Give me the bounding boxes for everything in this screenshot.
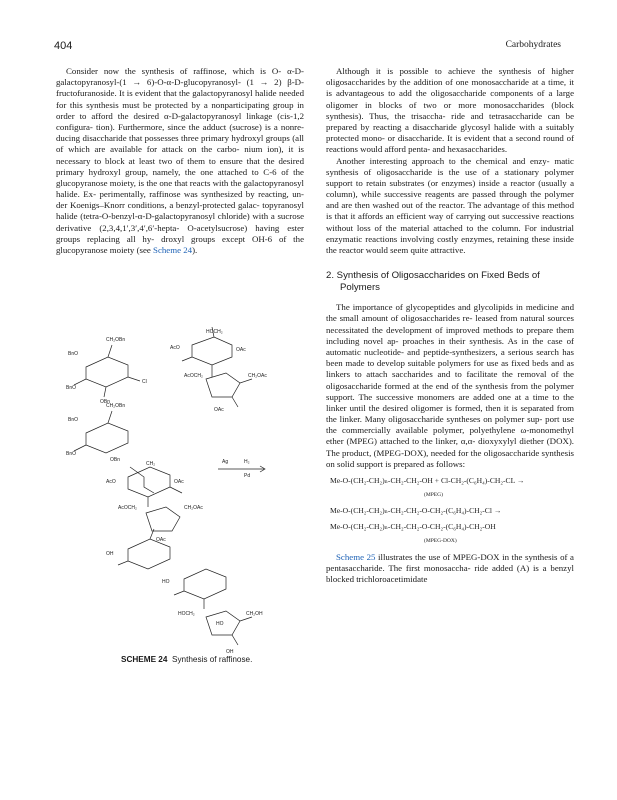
line-prefix: (see	[136, 245, 154, 255]
line: components of a large oligomer in blocks of two or more	[326, 88, 574, 110]
line: galactopyranosyl halide needed for this synthesis must be	[56, 88, 304, 110]
scheme-label: CH₂OAc	[184, 505, 203, 511]
equation-1: Me-O-(CH₂-CH₂)ₙ-CH₂-CH₂-OH + Cl-CH₂-(C₆H₄)-CH₂-CL →	[330, 476, 525, 485]
line: ω-monomethyl ether (MPEG) attached to the linker, α,α-	[326, 425, 574, 447]
scheme-label: BnO	[66, 385, 77, 391]
line: Another interesting approach to the chemical and enzy-	[336, 155, 550, 166]
scheme-label: BnO	[66, 451, 77, 457]
line: (1 → 2) β-D-fructofuranoside. It is evident that the	[56, 77, 304, 99]
scheme-label: HO	[216, 621, 224, 627]
right-paragraph-3	[326, 302, 574, 470]
scheme-label: HOCH₂	[178, 611, 195, 617]
caption-label: SCHEME 24	[121, 655, 168, 664]
equation-3-label: (MPEG-DOX)	[424, 538, 457, 544]
scheme-label: CH₂OBn	[106, 337, 126, 343]
scheme-label: CH₂OH	[246, 611, 263, 617]
scheme-label: OBn	[100, 399, 111, 405]
line: ride and tetrasaccharide can be prepared by reacting a	[326, 110, 574, 132]
line: reactor. The advantage of this method is that it affords an	[326, 200, 574, 222]
line: medicine and the small amount of oligosaccharides re-	[326, 302, 574, 324]
line: reactor (usually a column), while successive reagents are	[326, 177, 574, 200]
line: linker. Many oligosaccharide syntheses on polymer sup-	[339, 414, 543, 425]
equation-3: Me-O-(CH₂-CH₂)ₙ-CH₂-CH₂-O-CH₂-(C₆H₄)-CH₂-OH	[330, 522, 496, 531]
right-paragraph-1	[326, 66, 574, 156]
line: needed for the oligosaccharide synthesis on solid support	[326, 447, 574, 469]
scheme-label: Ag	[222, 459, 229, 465]
line: matic synthesis of oligosaccharide is the use of a stationary	[326, 155, 574, 177]
caption-text: Synthesis of raffinose.	[171, 655, 253, 664]
scheme-label: OH	[106, 551, 114, 557]
left-paragraph-1	[56, 66, 304, 256]
line: the synthesis from the polymer support. The successive	[326, 380, 575, 402]
line: of improved methods to prepare them including novel ap-	[326, 324, 574, 346]
scheme-label: AcOCH₂	[118, 505, 137, 511]
right-column	[326, 66, 574, 586]
line: dioxyxylyl diether (DOX). The product, (MPEG-DOX),	[326, 436, 574, 458]
line: the one that reacts with the galactopyranosyl halide. Ex-	[56, 177, 304, 200]
scheme-label: CH₂OAc	[248, 373, 267, 379]
line: polymer support to retain substrates (or enzymes) inside a	[326, 166, 574, 188]
line: disaccharide glycosyl halide with a suitably protected	[326, 121, 575, 144]
scheme-24-caption	[121, 655, 252, 664]
running-title: Carbohydrates	[505, 40, 561, 50]
line: droxyl groups except OH-6 of the glucopyranose moiety	[56, 233, 304, 255]
line: The importance of glycopeptides and glycolipids in	[336, 302, 523, 313]
scheme-label: CH₂OBn	[106, 403, 126, 409]
line: monomers are added one at a time to the linker until the	[326, 391, 574, 413]
line: protected by a nonparticipating group in order to afford the	[56, 99, 304, 121]
scheme-label: AcOCH₂	[184, 373, 203, 379]
line: passed through the polymer and are then washed out of the	[326, 189, 575, 211]
mpeg-dox-equations	[330, 476, 574, 546]
line: the removal of the oligosaccharide formed at the end of	[326, 369, 574, 391]
scheme-25-link[interactable]: Scheme 25	[336, 552, 376, 562]
scheme-text-labels	[66, 329, 267, 655]
line: illustrates the use of MPEG-DOX in the	[375, 552, 523, 562]
line: leased from natural sources necessitated the development	[326, 313, 574, 335]
line: desired oligomer is formed, then it is separated from the	[326, 402, 574, 425]
line: topyranosyl halide (tetra-O-benzyl-α-D-galactopyranosyl	[56, 200, 304, 222]
line: α-D-galactopyranosyl-(1 → 6)-O-α-D-glucopyranosyl-	[56, 66, 304, 88]
scheme-label: Pd	[244, 473, 251, 479]
equation-2: Me-O-(CH₂-CH₂)ₙ-CH₂-CH₂-O-CH₂-(C₆H₄)-CH₂-Cl →	[330, 506, 502, 515]
scheme-label: H₂	[244, 459, 250, 465]
raffinose-scheme-drawing	[66, 327, 314, 657]
scheme-label: OAc	[236, 347, 246, 353]
scheme-24-figure	[66, 327, 314, 657]
section-heading: 2. Synthesis of Oligosaccharides on Fixed Beds of Polymers	[326, 270, 540, 294]
scheme-label: CH₂	[146, 461, 156, 467]
line: been made to develop suitable polymers for use as fixed	[326, 358, 530, 369]
scheme-label: OAc	[174, 479, 184, 485]
line: beds and as linkers to attach saccharides and to facilitate	[326, 358, 574, 380]
line: enzymatic reactions involving costly enzymes, retaining	[326, 233, 529, 244]
line: perimentally, raffinose was synthesized by reacting, un-	[99, 189, 304, 200]
line: synthesis of a pentasaccharide. The first monosaccha-	[326, 552, 574, 574]
line: ensure that the desired primary hydroxyl group, namely,	[56, 155, 304, 177]
line-suffix: ).	[192, 245, 198, 255]
right-paragraph-2	[326, 156, 574, 257]
line: tion). Furthermore, since the adduct (sucrose) is a nonre-	[95, 121, 304, 132]
line: nium ion), it is necessary to block at least two of them to	[56, 144, 304, 166]
line: efficient way of carrying out successive reactions without	[326, 211, 574, 233]
scheme-label: BnO	[68, 417, 79, 423]
line: oligosaccharides by the addition of one monosaccharide	[326, 77, 529, 88]
line: chloride) with a sucrose derivative (2,3,4,1′,3′,4′,6′-hepta-	[56, 211, 304, 233]
line: O-acetylsucrose) having ester groups replacing all hy-	[56, 222, 304, 244]
scheme-label: HO	[162, 579, 170, 585]
scheme-label: OAc	[156, 537, 166, 543]
scheme-24-link[interactable]: Scheme 24	[153, 245, 193, 255]
scheme-label: OH	[226, 649, 234, 655]
line: at a time, it is advantageous to add the oligosaccharide	[326, 77, 574, 99]
scheme-label: OBn	[110, 457, 121, 463]
line: der Koenigs–Knorr conditions, a benzyl-protected galac-	[56, 200, 260, 211]
scheme-label: AcO	[170, 345, 180, 351]
scheme-label: BnO	[68, 351, 79, 357]
line: the one attached to C-6 of the glucopyranose moiety, is	[56, 166, 304, 188]
line: ride added (A) is a benzyl blocked trichloroacetimidate	[326, 563, 574, 585]
scheme-label: AcO	[106, 479, 116, 485]
scheme-label: OAc	[214, 407, 224, 413]
equation-1-label: (MPEG)	[424, 492, 443, 498]
right-paragraph-4	[326, 552, 574, 586]
line: desired α-D-galactopyranosyl linkage (cis-1,2 configura-	[56, 110, 304, 132]
line: loss of the material attached to the column. For industrial	[356, 222, 575, 233]
line: Although it is possible to achieve the synthesis of higher	[336, 66, 574, 76]
line: monosaccharides (block synthesis). Thus, the trisaccha-	[326, 99, 574, 121]
line: groups (all of which are available for attack on the carbo-	[56, 133, 304, 155]
line: Consider now the synthesis of raffinose, which is O-	[66, 66, 282, 76]
left-column	[56, 66, 304, 256]
line: these inside the reactor would seem quite attractive.	[326, 233, 574, 255]
page-number: 404	[54, 40, 73, 52]
line: is prepared as follows:	[385, 458, 466, 469]
scheme-label: HOCH₂	[206, 329, 223, 335]
line: ducing disaccharide that possesses three primary hydroxyl	[56, 133, 264, 144]
scheme-label: Cl	[142, 379, 147, 385]
line: nucleotide- and peptide-synthesizers, a serious search has	[364, 346, 574, 357]
page-header	[0, 40, 617, 54]
line: mono- or disaccharide. It is evident that a second round	[361, 133, 564, 144]
line: port use the commercially available polymer, polyethylene	[326, 414, 575, 436]
line: proaches in their synthesis. As in the case of automatic	[326, 335, 575, 357]
line: of reactions would afford penta- and hexasaccharides.	[326, 133, 575, 155]
